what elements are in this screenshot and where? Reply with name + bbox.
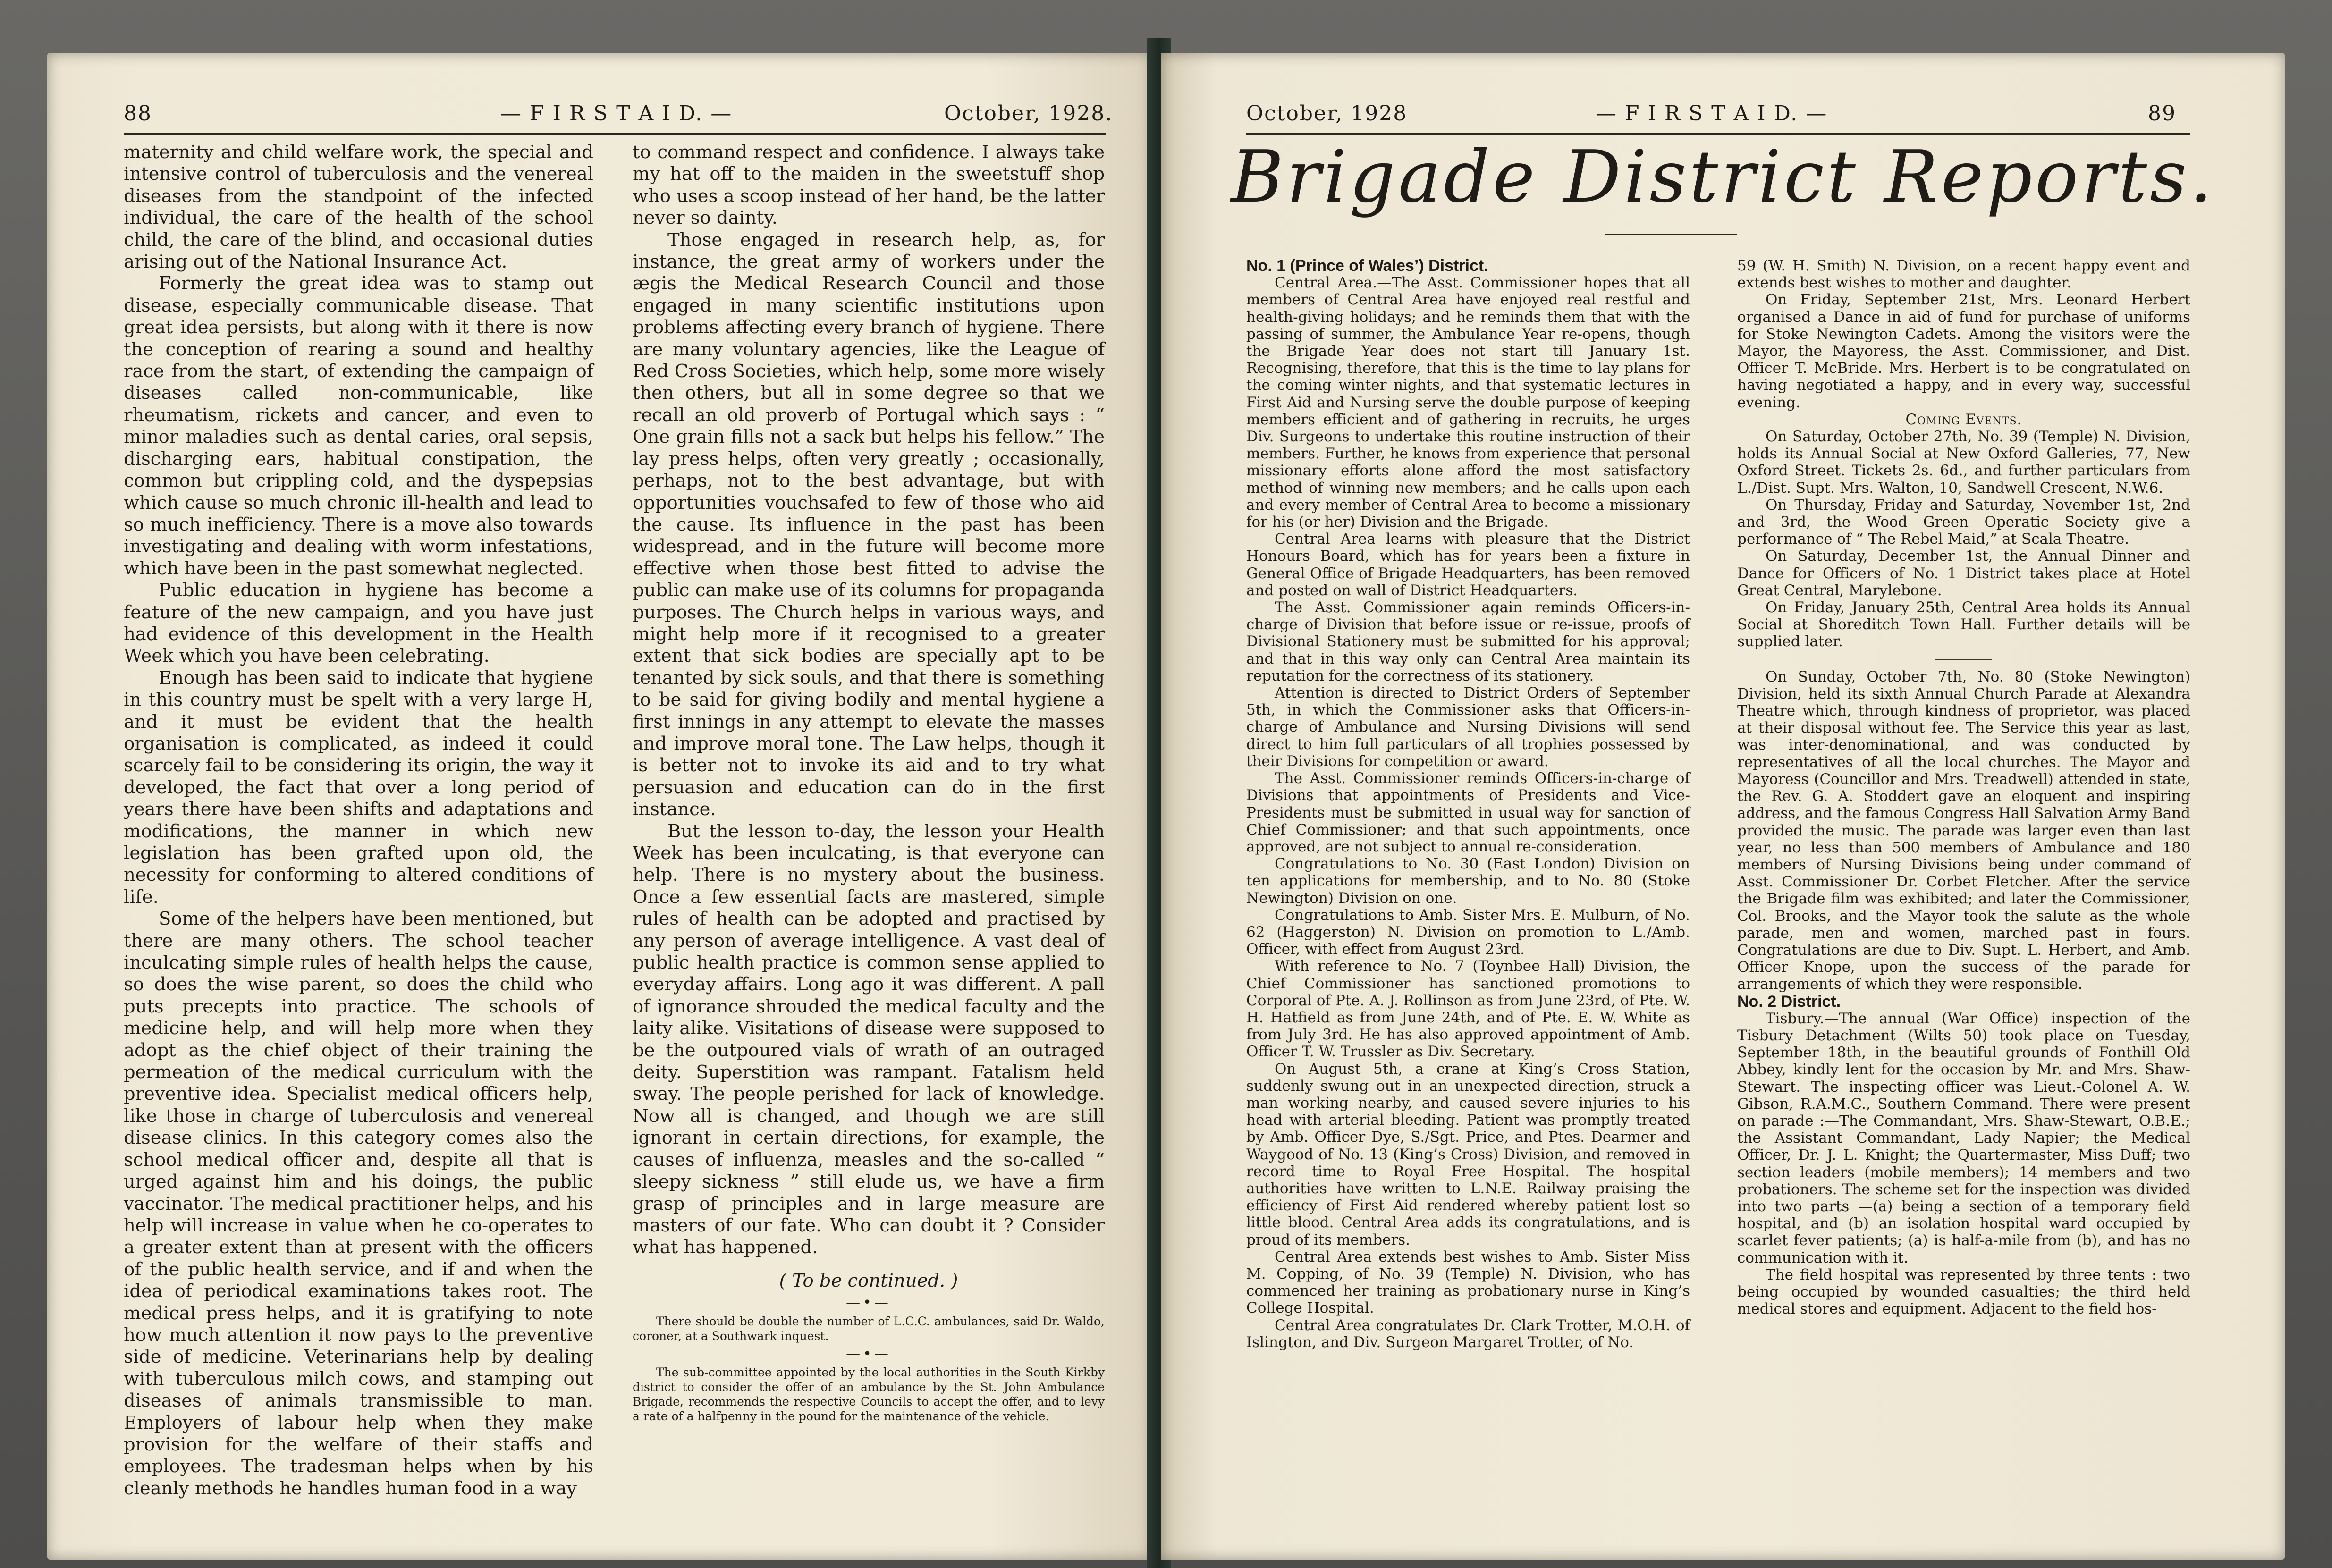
right-page-number: 89 xyxy=(2148,101,2176,126)
paragraph: On Friday, September 21st, Mrs. Leonard Herbert organised a Dance in aid of fund for purchase of uniforms for Stoke Newington Cadets. Among the visitors were the Mayor, the Mayoress, the Asst. Commissioner, and Dist. Officer T. McBride. Mrs. Herbert is to be congratulated on having negotiated a happy, and in every way, successful evening. xyxy=(1737,291,2190,411)
note-text: The sub-committee appointed by the local authorities in the South Kirkby district to consider the offer of an ambulance by the St. John Ambulance Brigade, recommends the respective Councils to accept the offer, and to levy a rate of a halfpenny in the pound for the maintenance of the vehicle. xyxy=(633,1365,1105,1423)
right-column-1 xyxy=(1246,257,1690,1351)
paragraph: Enough has been said to indicate that hygiene in this country must be spelt with a very large H, and it must be evident that the health organisation is complicated, as indeed it could scarcely fail to be considering its origin, the way it developed, the fact that over a long period of years there have been shifts and adaptations and modifications, the manner in which new legislation has been grafted upon old, the necessity for conforming to altered conditions of life. xyxy=(124,667,593,908)
paragraph: Those engaged in research help, as, for instance, the great army of workers under the ægis the Medical Research Council and those engaged in many scientific institutions upon problems affecting every branch of hygiene. There are many voluntary agencies, like the League of Red Cross Societies, which help, some more wisely then others, but all in some degree so that we recall an old proverb of Portugal which says : “ One grain fills not a sack but helps his fellow.” The lay press helps, often very greatly ; occasionally, perhaps, not to the best advantage, but with opportunities vouchsafed to few of those who aid the cause. Its influence in the past has been widespread, and in the future will become more effective when those best fitted to advise the public can make use of its columns for propaganda purposes. The Church helps in various ways, and might help more if it recognised to a greater extent that sick bodies are specially apt to be tenanted by sick souls, and that there is something to be said for giving bodily and mental hygiene a first innings in any attempt to elevate the masses and improve moral tone. The Law helps, though it is better not to invoke its aid and to try what persuasion and education can do in the first instance. xyxy=(633,229,1105,820)
ornament-divider: —•— xyxy=(846,1345,891,1362)
paragraph: Central Area congratulates Dr. Clark Trotter, M.O.H. of Islington, and Div. Surgeon Margaret Trotter, of No. xyxy=(1246,1316,1690,1351)
paragraph: On August 5th, a crane at King’s Cross Station, suddenly swung out in an unexpected direction, struck a man working nearby, and caused severe injuries to his head with arterial bleeding. Patient was promptly treated by Amb. Officer Dye, S./Sgt. Price, and Ptes. Dearmer and Waygood of No. 13 (King’s Cross) Division, and removed in record time to Royal Free Hospital. The hospital authorities have written to L.N.E. Railway praising the efficiency of First Aid rendered whereby patient lost so little blood. Central Area adds its congratulations, and is proud of its members. xyxy=(1246,1060,1690,1248)
to-be-continued: ( To be continued. ) xyxy=(779,1270,958,1291)
left-date: October, 1928. xyxy=(944,101,1113,126)
right-running-title: — F I R S T A I D. — xyxy=(1596,101,1828,126)
paragraph: Central Area extends best wishes to Amb. Sister Miss M. Copping, of No. 39 (Temple) N. Division, who has commenced her training as probationary nurse in King’s College Hospital. xyxy=(1246,1248,1690,1317)
title-rule xyxy=(1605,234,1737,235)
paragraph: Attention is directed to District Orders of September 5th, in which the Commissioner asks that Officers-in-charge of Ambulance and Nursing Divisions will send direct to him full particulars of all trophies possessed by their Divisions for competition or award. xyxy=(1246,684,1690,770)
right-date: October, 1928 xyxy=(1246,101,1408,126)
event-item: On Thursday, Friday and Saturday, November 1st, 2nd and 3rd, the Wood Green Operatic Society give a performance of “ The Rebel Maid,” at Scala Theatre. xyxy=(1737,496,2190,548)
paragraph: Central Area.—The Asst. Commissioner hopes that all members of Central Area have enjoyed real restful and health-giving holidays; and he reminds them that with the passing of summer, the Ambulance Year re-opens, though the Brigade Year does not start till January 1st. Recognising, therefore, that this is the time to lay plans for the coming winter nights, and that systematic lectures in First Aid and Nursing serve the double purpose of keeping members efficient and of gathering in recruits, he urges Div. Surgeons to undertake this routine instruction of their members. Further, he knows from experience that personal missionary efforts alone afford the most satisfactory method of winning new members; and he calls upon each and every member of Central Area to become a missionary for his (or her) Division and the Brigade. xyxy=(1246,274,1690,531)
page-title: Brigade District Reports. xyxy=(1231,135,2215,219)
left-header-rule xyxy=(124,133,1106,135)
right-header-rule xyxy=(1246,133,2190,135)
paragraph: Congratulations to Amb. Sister Mrs. E. Mulburn, of No. 62 (Haggerston) N. Division on promotion to L./Amb. Officer, with effect from August 23rd. xyxy=(1246,906,1690,958)
news-note-2 xyxy=(633,1365,1105,1424)
note-text: There should be double the number of L.C.C. ambulances, said Dr. Waldo, coroner, at a Southwark inquest. xyxy=(633,1314,1105,1343)
left-column-2 xyxy=(633,142,1105,1424)
paragraph: The Asst. Commissioner again reminds Officers-in-charge of Division that before issue or re-issue, proofs of Divisional Stationery must be submitted for his approval; and that in this way only can Central Area maintain its reputation for the correctness of its stationery. xyxy=(1246,599,1690,684)
paragraph: Some of the helpers have been mentioned, but there are many others. The school teacher inculcating simple rules of health helps the cause, so does the wise parent, so does the child who puts precepts into practice. The schools of medicine help, and will help more when they adopt as the chief object of their training the permeation of the medical curriculum with the preventive idea. Specialist medical officers help, like those in charge of tuberculosis and venereal disease clinics. In this category comes also the school medical officer and, despite all that is urged against him and his doings, the public vaccinator. The medical practitioner helps, and his help will increase in value when he co-operates to a greater extent than at present with the officers of the public health service, and if and when the idea of periodical examinations takes root. The medical press helps, and it is gratifying to note how much attention it now pays to the preventive side of medicine. Veterinarians help by dealing with tuberculous milch cows, and stamping out diseases of animals transmissible to man. Employers of labour help when they make provision for the welfare of their staffs and employees. The tradesman helps when by his cleanly methods he handles human food in a way xyxy=(124,908,593,1499)
news-note-1 xyxy=(633,1314,1105,1343)
paragraph: The Asst. Commissioner reminds Officers-in-charge of Divisions that appointments of Presidents and Vice-Presidents must be submitted in usual way for sanction of Chief Commissioner; and that such appointments, once approved, are not subject to annual re-consideration. xyxy=(1246,770,1690,855)
paragraph: Tisbury.—The annual (War Office) inspection of the Tisbury Detachment (Wilts 50) took place on Tuesday, September 18th, in the beautiful grounds of Fonthill Old Abbey, kindly lent for the occasion by Mr. and Mrs. Shaw-Stewart. The inspecting officer was Lieut.-Colonel A. W. Gibson, R.A.M.C., Southern Command. There were present on parade :—The Commandant, Mrs. Shaw-Stewart, O.B.E.; the Assistant Commandant, Lady Napier; the Medical Officer, Dr. J. L. Knight; the Quartermaster, Miss Duff; two section leaders (mobile members); 14 members and two probationers. The scheme set for the inspection was divided into two parts —(a) being a section of a temporary field hospital, and (b) an isolation hospital ward occupied by scarlet fever patients; (a) is half-a-mile from (b), and has no communication with it. xyxy=(1737,1010,2190,1266)
section-heading-district-1: No. 1 (Prince of Wales’) District. xyxy=(1246,257,1488,275)
event-item: On Friday, January 25th, Central Area holds its Annual Social at Shoreditch Town Hall. Further details will be supplied later. xyxy=(1737,599,2190,650)
left-page-number: 88 xyxy=(124,101,152,126)
paragraph: With reference to No. 7 (Toynbee Hall) Division, the Chief Commissioner has sanctioned promotions to Corporal of Pte. A. J. Rollinson as from June 23rd, of Pte. W. H. Hatfield as from June 24th, and of Pte. E. W. White as from July 3rd. He has also approved appointment of Amb. Officer T. W. Trussler as Div. Secretary. xyxy=(1246,958,1690,1061)
paragraph: The field hospital was represented by three tents : two being occupied by wounded casualties; the third held medical stores and equipment. Adjacent to the field hos- xyxy=(1737,1266,2190,1318)
paragraph: But the lesson to-day, the lesson your Health Week has been inculcating, is that everyone can help. There is no mystery about the business. Once a few essential facts are mastered, simple rules of health can be adopted and practised by any person of average intelligence. A vast deal of public health practice is common sense applied to everyday affairs. Long ago it was different. A pall of ignorance shrouded the medical faculty and the laity alike. Visitations of disease were supposed to be the outpoured vials of wrath of an outraged deity. Superstition was rampant. Fatalism held sway. The people perished for lack of knowledge. Now all is changed, and though we are still ignorant in certain directions, for example, the causes of influenza, measles and the so-called “ sleepy sickness ” still elude us, we have a firm grasp of principles and in large measure are masters of our fate. Who can doubt it ? Consider what has happened. xyxy=(633,820,1105,1258)
paragraph: to command respect and confidence. I always take my hat off to the maiden in the sweetstuff shop who uses a scoop instead of her hand, be the latter never so dainty. xyxy=(633,142,1105,229)
event-item: On Saturday, December 1st, the Annual Dinner and Dance for Officers of No. 1 District takes place at Hotel Great Central, Marylebone. xyxy=(1737,548,2190,599)
paragraph: Central Area learns with pleasure that the District Honours Board, which has for years been a fixture in General Office of Brigade Headquarters, has been removed and posted on wall of District Headquarters. xyxy=(1246,531,1690,599)
event-item: On Saturday, October 27th, No. 39 (Temple) N. Division, holds its Annual Social at New Oxford Galleries, 77, New Oxford Street. Tickets 2s. 6d., and further particulars from L./Dist. Supt. Mrs. Walton, 10, Sandwell Crescent, N.W.6. xyxy=(1737,428,2190,497)
paragraph: 59 (W. H. Smith) N. Division, on a recent happy event and extends best wishes to mother and daughter. xyxy=(1737,257,2190,292)
paragraph: On Sunday, October 7th, No. 80 (Stoke Newington) Division, held its sixth Annual Church Parade at Alexandra Theatre which, through kindness of proprietor, was placed at their disposal without fee. The Service this year as last, was inter-denominational, and was conducted by representatives of all the local churches. The Mayor and Mayoress (Councillor and Mrs. Treadwell) attended in state, the Rev. G. A. Stoddert gave an eloquent and inspiring address, and the famous Congress Hall Salvation Army Band provided the music. The parade was larger even than last year, no less than 500 members of Ambulance and 180 members of Nursing Divisions being under command of Asst. Commissioner Dr. Corbet Fletcher. After the service the Brigade film was exhibited; and later the Commissioner, Col. Brooks, and the Mayor took the salute as the whole parade, men and women, marched past in fours. Congratulations are due to Div. Supt. L. Herbert, and Amb. Officer Knope, upon the success of the parade for arrangements of which they were responsible. xyxy=(1737,668,2190,993)
left-running-title: — F I R S T A I D. — xyxy=(500,101,733,126)
divider xyxy=(1935,659,1992,660)
paragraph: Public education in hygiene has become a feature of the new campaign, and you have just had evidence of this development in the Health Week which you have been celebrating. xyxy=(124,580,593,667)
section-heading-district-2: No. 2 District. xyxy=(1737,992,1841,1011)
ornament-divider: —•— xyxy=(846,1294,891,1311)
paragraph: Congratulations to No. 30 (East London) Division on ten applications for membership, and to No. 80 (Stoke Newington) Division on one. xyxy=(1246,855,1690,907)
right-column-2 xyxy=(1737,257,2190,1317)
paragraph: Formerly the great idea was to stamp out disease, especially communicable disease. That great idea persists, but along with it there is now the conception of rearing a sound and healthy race from the start, of extending the campaign of diseases called non-communicable, like rheumatism, rickets and cancer, and even to minor maladies such as dental caries, oral sepsis, discharging ears, habitual constipation, the common but crippling cold, and the dyspepsias which cause so much chronic ill-health and lead to so much inefficiency. There is a move also towards investigating and dealing with worm infestations, which have been in the past somewhat neglected. xyxy=(124,273,593,579)
coming-events-heading: Coming Events. xyxy=(1905,411,2022,428)
paragraph: maternity and child welfare work, the special and intensive control of tuberculosis and the venereal diseases from the standpoint of the infected individual, the care of the health of the school child, the care of the blind, and occasional duties arising out of the National Insurance Act. xyxy=(124,142,593,273)
left-column-1 xyxy=(124,142,593,1500)
